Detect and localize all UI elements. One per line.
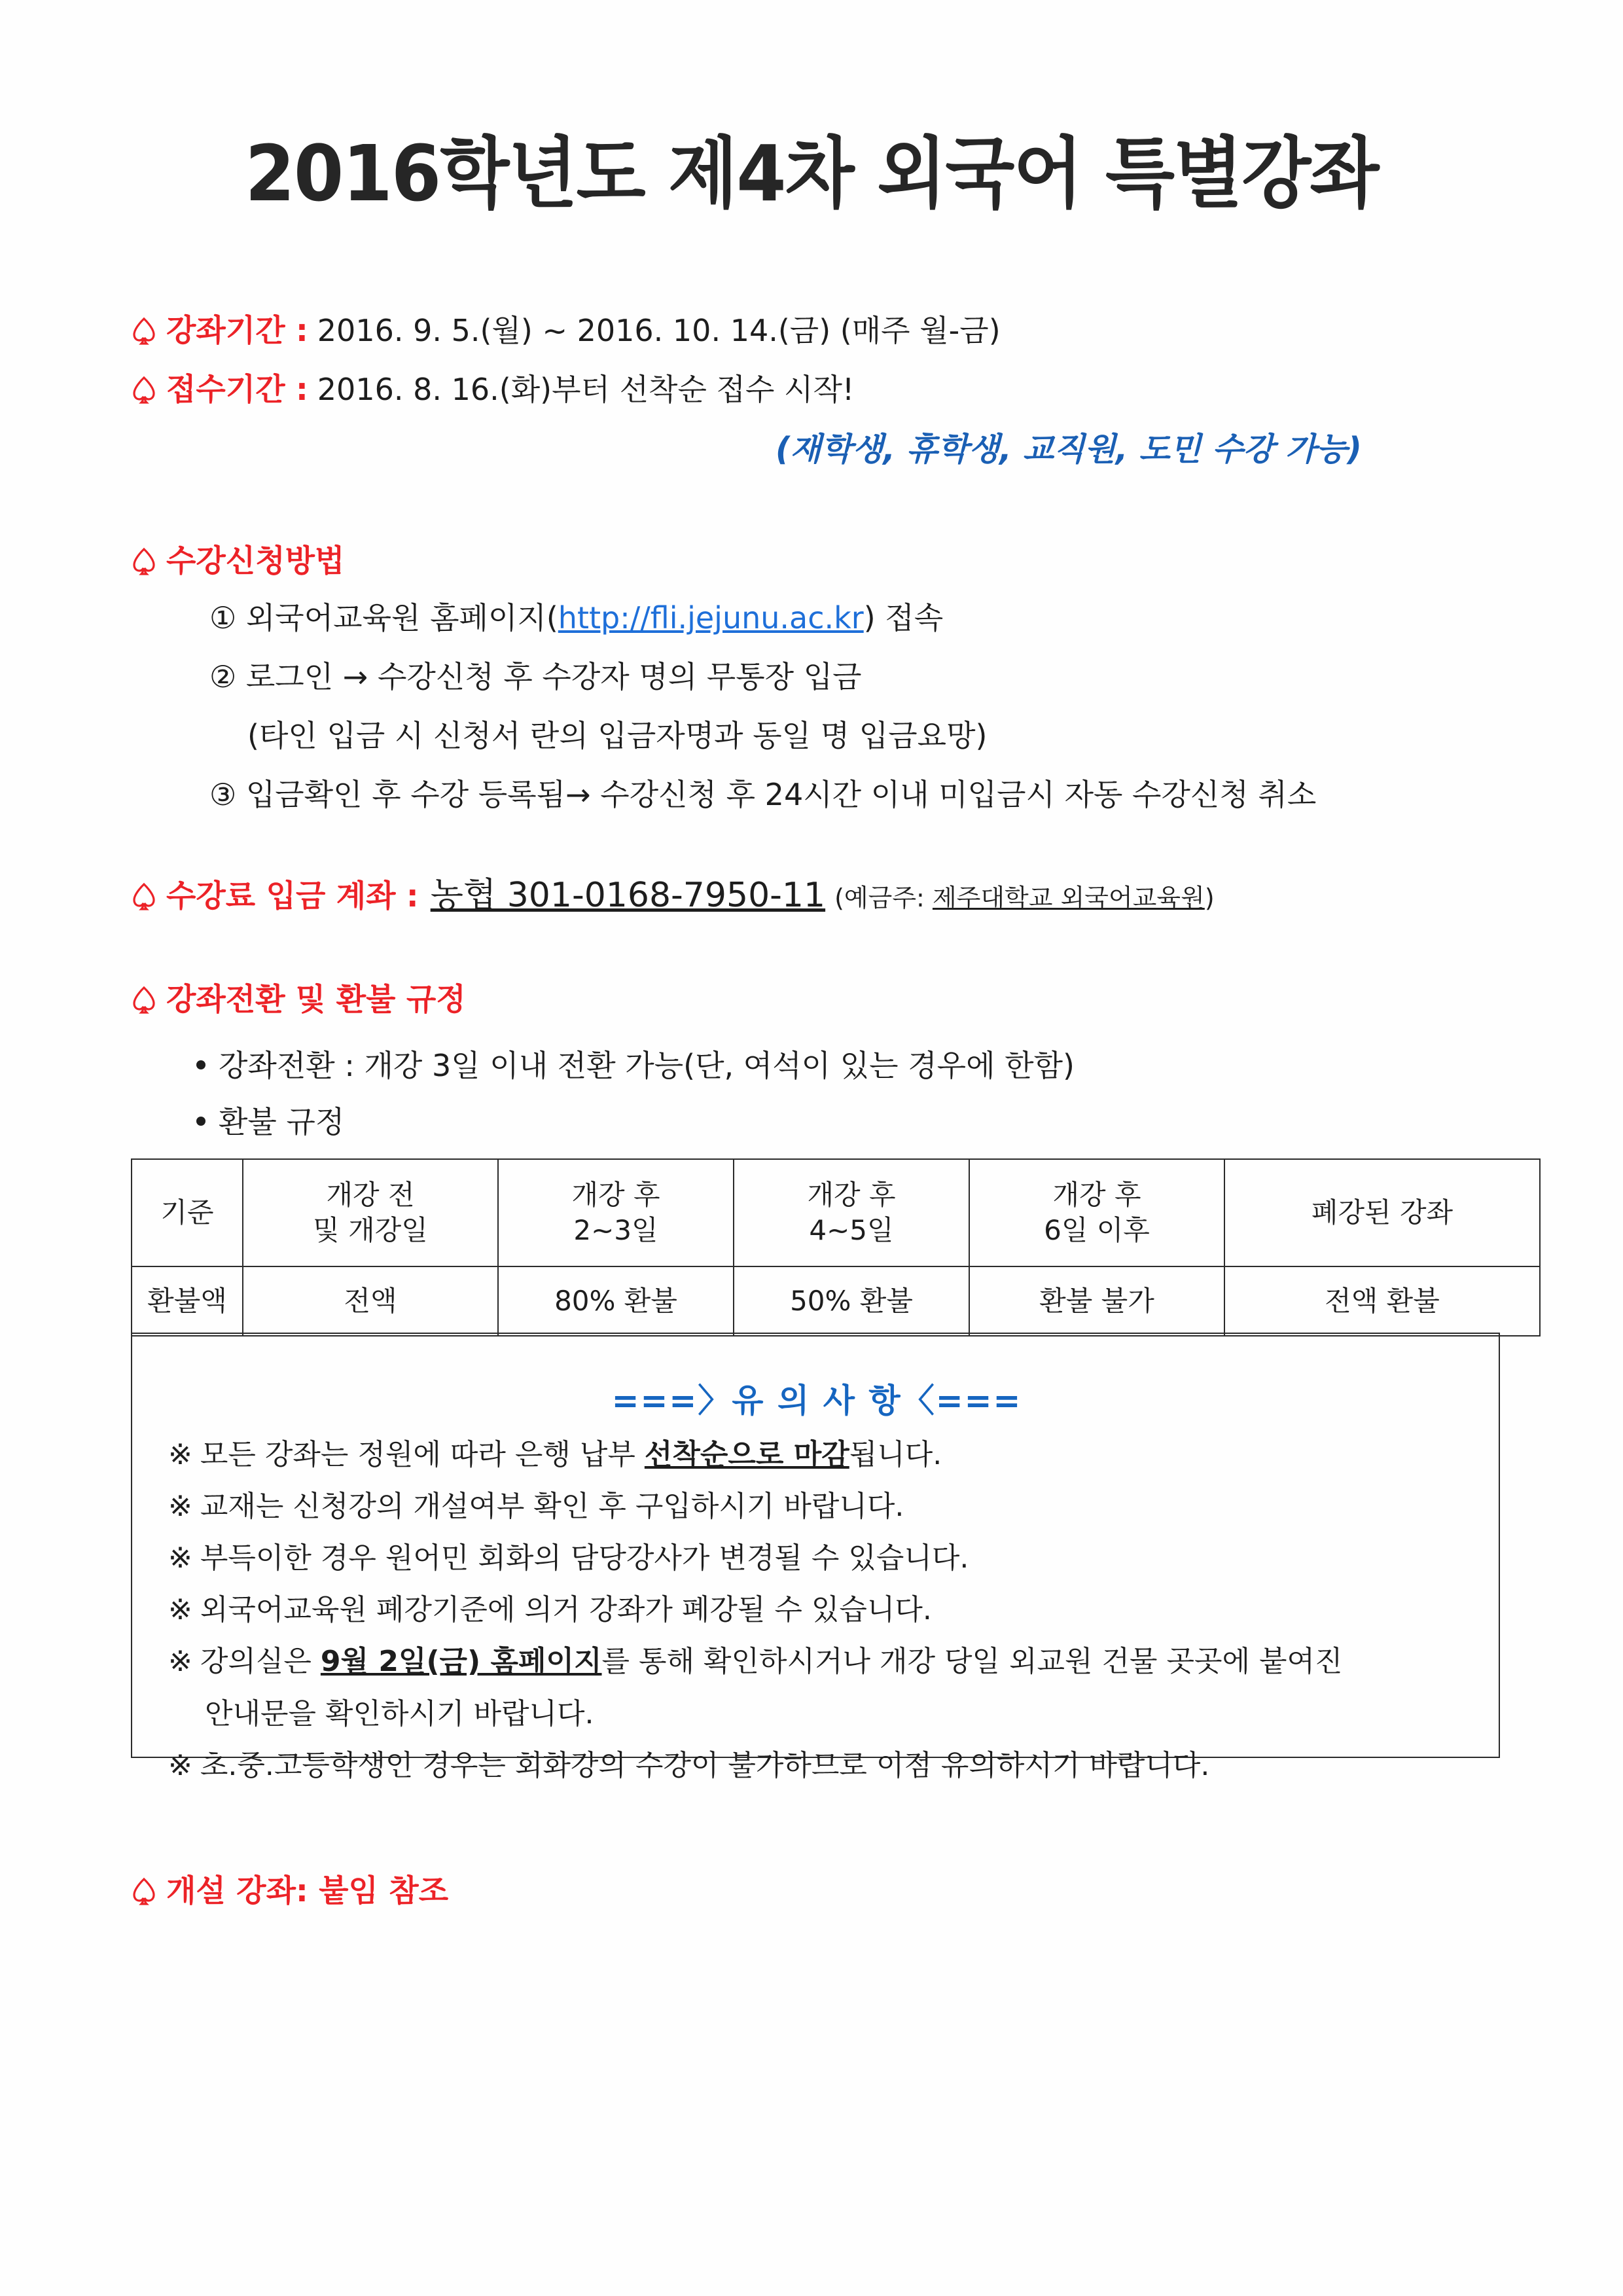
reference-mark-icon: ※ <box>168 1490 192 1524</box>
course-period-row <box>131 306 1001 350</box>
apply-step-1 <box>209 594 943 637</box>
application-period-value: 2016. 8. 16.(화)부터 선착순 접수 시작! <box>317 372 855 407</box>
table-header-after-2-3 <box>498 1159 734 1266</box>
reference-mark-icon: ※ <box>168 1438 192 1471</box>
homepage-link[interactable]: http://fli.jejunu.ac.kr <box>558 600 864 636</box>
spade-bullet-icon <box>131 547 157 577</box>
reference-mark-icon: ※ <box>168 1748 192 1782</box>
notice-item-post: 를 통해 확인하시거나 개강 당일 외교원 건물 곳곳에 붙여진 <box>601 1645 1343 1679</box>
notice-item <box>168 1640 1484 1683</box>
spade-bullet-icon <box>131 882 157 912</box>
table-cell-full-refund: 전액 환불 <box>1224 1266 1540 1336</box>
course-period-value: 2016. 9. 5.(월) ~ 2016. 10. 14.(금) (매주 월-금) <box>317 313 1001 348</box>
notice-item <box>168 1485 1484 1528</box>
header-line-1: 개강 전 <box>326 1179 415 1211</box>
table-cell-no-refund: 환불 불가 <box>969 1266 1224 1336</box>
notice-item-continuation: 안내문을 확인하시기 바랍니다. <box>205 1696 594 1731</box>
course-transfer-rule-text: 강좌전환 : 개강 3일 이내 전환 가능(단, 여석이 있는 경우에 한함) <box>219 1048 1075 1083</box>
spade-bullet-icon <box>131 1876 157 1907</box>
header-line-2: 6일 이후 <box>1044 1214 1150 1246</box>
refund-table <box>131 1158 1541 1336</box>
notice-item <box>168 1588 1484 1631</box>
header-line-2: 2~3일 <box>573 1214 658 1246</box>
table-header-after-6plus <box>969 1159 1224 1266</box>
table-cell-80-percent: 80% 환불 <box>498 1266 734 1336</box>
table-header-after-4-5 <box>734 1159 969 1266</box>
refund-rules-label: 환불 규정 <box>219 1104 345 1139</box>
notice-item <box>168 1744 1484 1787</box>
application-period-row <box>131 365 854 409</box>
spade-bullet-icon <box>131 375 157 405</box>
notice-item-post: 됩니다. <box>849 1438 942 1471</box>
refund-heading: 강좌전환 및 환불 규정 <box>166 982 466 1018</box>
header-line-1: 개강 후 <box>807 1179 896 1211</box>
table-header-before-open <box>243 1159 498 1266</box>
offered-courses-label: 개설 강좌: 붙임 참조 <box>166 1873 449 1909</box>
account-holder-name: 제주대학교 외국어교육원 <box>932 884 1205 912</box>
table-row <box>132 1266 1540 1336</box>
eligibility-note: (재학생, 휴학생, 교직원, 도민 수강 가능) <box>776 431 1362 468</box>
table-cell-50-percent: 50% 환불 <box>734 1266 969 1336</box>
dot-bullet-icon <box>196 1117 205 1126</box>
table-row-header <box>132 1159 1540 1266</box>
reference-mark-icon: ※ <box>168 1593 192 1627</box>
notice-item-pre: 외국어교육원 폐강기준에 의거 강좌가 폐강될 수 있습니다. <box>200 1593 932 1627</box>
course-transfer-rule <box>196 1042 1075 1085</box>
apply-step-1-suffix: ) 접속 <box>863 600 944 636</box>
refund-rules-label-row <box>196 1098 344 1141</box>
notice-item-pre: 강의실은 <box>200 1645 321 1679</box>
table-header-criteria: 기준 <box>132 1159 243 1266</box>
notice-item-pre: 초.중.고등학생인 경우는 회화강의 수강이 불가하므로 이점 유의하시기 바랍니다. <box>200 1748 1210 1782</box>
header-line-1: 개강 후 <box>1052 1179 1141 1211</box>
dot-bullet-icon <box>196 1060 205 1069</box>
reference-mark-icon: ※ <box>168 1541 192 1575</box>
refund-heading-row <box>131 975 466 1019</box>
header-line-2: 4~5일 <box>809 1214 894 1246</box>
apply-step-2: ② 로그인 → 수강신청 후 수강자 명의 무통장 입금 <box>209 659 862 694</box>
header-line-2: 및 개강일 <box>313 1214 428 1246</box>
offered-courses-row <box>131 1867 448 1910</box>
payment-account-label: 수강료 입금 계좌 : <box>166 878 419 914</box>
table-header-cancelled-course: 폐강된 강좌 <box>1224 1159 1540 1266</box>
notice-item <box>168 1433 1484 1476</box>
payment-account-row <box>131 867 1215 916</box>
how-to-apply-heading-row <box>131 537 344 581</box>
table-cell-refund-amount-label: 환불액 <box>132 1266 243 1336</box>
reference-mark-icon: ※ <box>168 1645 192 1679</box>
notice-item-emphasis: 9월 2일(금) 홈페이지 <box>320 1645 602 1679</box>
apply-step-2-note: (타인 입금 시 신청서 란의 입금자명과 동일 명 입금요망) <box>247 718 988 753</box>
apply-step-3: ③ 입금확인 후 수강 등록됨→ 수강신청 후 24시간 이내 미입금시 자동 수강신청 취소 <box>209 777 1317 812</box>
account-holder-prefix: (예금주: <box>834 884 933 912</box>
notice-item <box>168 1537 1484 1579</box>
notice-title: ===〉유 의 사 항〈=== <box>611 1382 1022 1420</box>
header-line-1: 개강 후 <box>571 1179 660 1211</box>
notice-item-pre: 교재는 신청강의 개설여부 확인 후 구입하시기 바랍니다. <box>200 1490 904 1524</box>
bank-account-number: 농협 301-0168-7950-11 <box>430 876 826 915</box>
course-period-label: 강좌기간 : <box>166 313 308 349</box>
account-holder-suffix: ) <box>1204 884 1215 912</box>
notice-list <box>168 1433 1484 1796</box>
notice-box <box>131 1333 1500 1782</box>
application-period-label: 접수기간 : <box>166 372 308 408</box>
table-cell-full-amount: 전액 <box>243 1266 498 1336</box>
spade-bullet-icon <box>131 985 157 1015</box>
page-title: 2016학년도 제4차 외국어 특별강좌 <box>245 128 1378 219</box>
notice-item-pre: 모든 강좌는 정원에 따라 은행 납부 <box>200 1438 645 1471</box>
how-to-apply-heading: 수강신청방법 <box>166 543 345 579</box>
spade-bullet-icon <box>131 316 157 346</box>
notice-item-emphasis: 선착순으로 마감 <box>644 1438 849 1471</box>
notice-item-pre: 부득이한 경우 원어민 회화의 담당강사가 변경될 수 있습니다. <box>200 1541 969 1575</box>
apply-step-1-prefix: ① 외국어교육원 홈페이지( <box>209 600 558 636</box>
